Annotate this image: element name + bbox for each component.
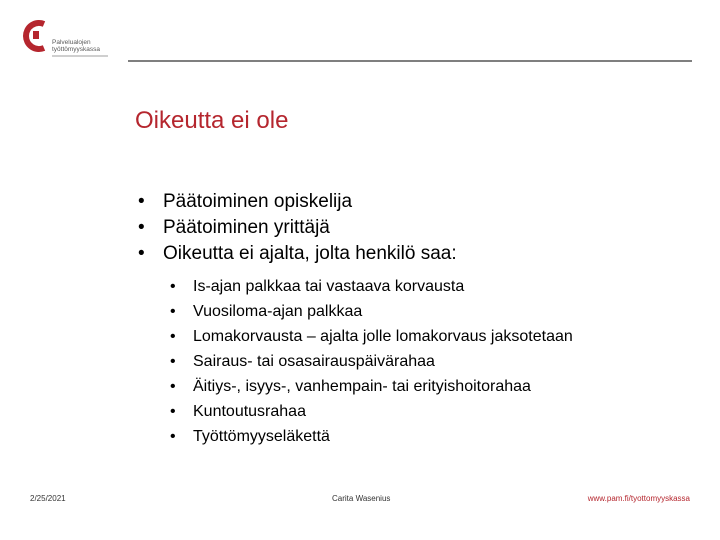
footer-author: Carita Wasenius bbox=[332, 494, 391, 503]
header-divider bbox=[128, 60, 692, 62]
sub-bullet-item: • Lomakorvausta – ajalta jolle lomakorvaus jaksotetaan bbox=[170, 324, 573, 349]
sub-bullet-item: • Äitiys-, isyys-, vanhempain- tai erityishoitorahaa bbox=[170, 374, 573, 399]
sub-bullet-item: • Työttömyyseläkettä bbox=[170, 424, 573, 449]
logo bbox=[22, 18, 122, 64]
sub-bullet-list bbox=[170, 274, 573, 449]
bullet-list bbox=[138, 189, 457, 267]
sub-bullet-item: • Kuntoutusrahaa bbox=[170, 399, 573, 424]
sub-bullet-item: • Is-ajan palkkaa tai vastaava korvausta bbox=[170, 274, 573, 299]
footer-date: 2/25/2021 bbox=[30, 494, 66, 503]
sub-bullet-item: • Vuosiloma-ajan palkkaa bbox=[170, 299, 573, 324]
footer-url-link[interactable]: www.pam.fi/tyottomyyskassa bbox=[587, 494, 690, 503]
logo-text-line2: työttömyyskassa bbox=[52, 46, 101, 53]
sub-bullet-item: • Sairaus- tai osasairauspäivärahaa bbox=[170, 349, 573, 374]
slide-title: Oikeutta ei ole bbox=[135, 107, 289, 134]
bullet-item: • Päätoiminen yrittäjä bbox=[138, 215, 457, 241]
bullet-item: • Oikeutta ei ajalta, jolta henkilö saa: bbox=[138, 241, 457, 267]
bullet-item: • Päätoiminen opiskelija bbox=[138, 189, 457, 215]
logo-subtitle-bar bbox=[52, 55, 108, 57]
logo-text-line1: Palvelualojen bbox=[52, 39, 91, 46]
logo-mark-icon bbox=[22, 18, 52, 58]
